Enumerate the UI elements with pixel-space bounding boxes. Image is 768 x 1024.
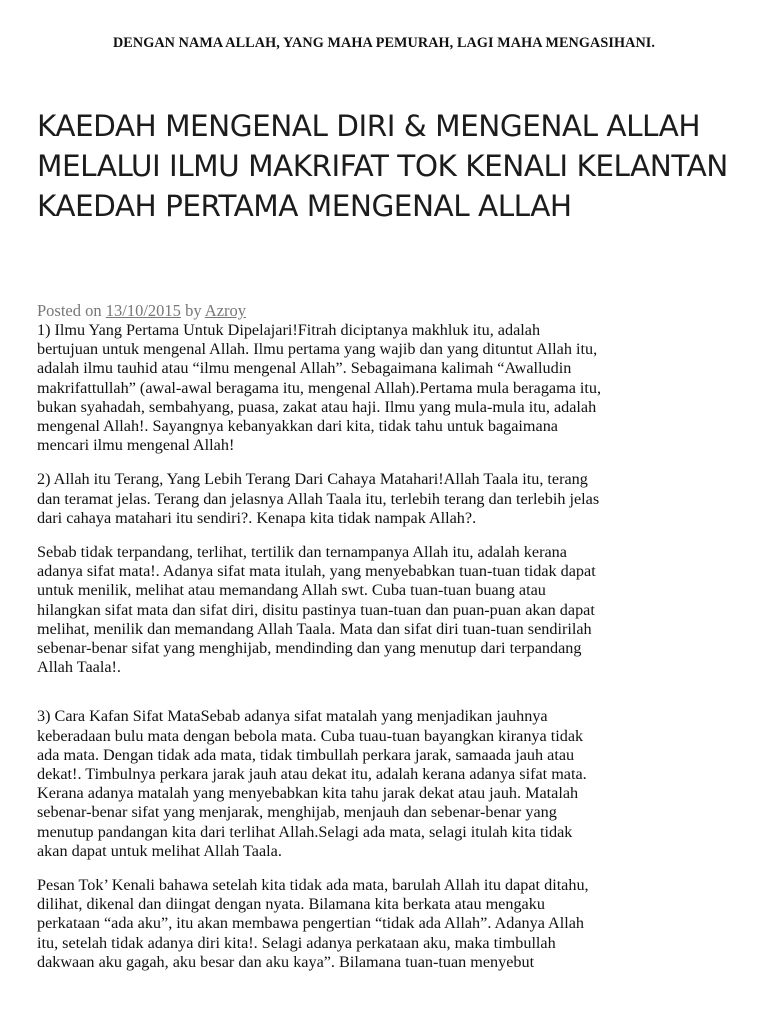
posted-on-label: Posted on <box>37 301 102 320</box>
text-line: dilihat, dikenal dan diingat dengan nyata. Bilamana kita berkata atau mengaku <box>37 895 545 914</box>
post-meta <box>37 301 246 321</box>
title-line: ALLAH MELALUI ILMU MAKRIFAT TOK KENALI <box>37 109 700 183</box>
by-label: by <box>185 301 202 320</box>
basmalah-header: DENGAN NAMA ALLAH, YANG MAHA PEMURAH, LAGI MAHA MENGASIHANI. <box>112 35 656 51</box>
text-line: akan dapat untuk melihat Allah Taala. <box>37 841 282 860</box>
text-line: bertujuan untuk mengenal Allah. Ilmu pertama yang wajib dan yang dituntut Allah itu, <box>37 340 598 359</box>
article-title <box>37 106 747 226</box>
title-line: KELANTAN KAEDAH PERTAMA MENGENAL <box>37 149 728 223</box>
paragraph <box>37 876 737 972</box>
post-date-link[interactable]: 13/10/2015 <box>105 301 181 320</box>
text-line: makrifattullah” (awal-awal beragama itu, mengenal Allah).Pertama mula beragama itu, <box>37 378 602 397</box>
text-line: Allah Taala!. <box>37 658 121 677</box>
text-line: Kerana adanya matalah yang menyebabkan kita tahu jarak dekat atau jauh. Matalah <box>37 784 579 803</box>
paragraph <box>37 543 737 677</box>
text-line: adanya sifat mata!. Adanya sifat mata itulah, yang menyebabkan tuan-tuan tidak dapat <box>37 562 596 581</box>
article-body <box>37 321 737 987</box>
text-line: untuk menilik, melihat atau memandang Allah swt. Cuba tuan-tuan buang atau <box>37 581 546 600</box>
text-line: 3) Cara Kafan Sifat MataSebab adanya sifat matalah yang menjadikan jauhnya <box>37 707 548 726</box>
paragraph <box>37 321 737 455</box>
text-line: melihat, menilik dan memandang Allah Taala. Mata dan sifat diri tuan-tuan sendirilah <box>37 619 592 638</box>
paragraph <box>37 707 737 861</box>
text-line: adalah ilmu tauhid atau “ilmu mengenal Allah”. Sebagaimana kalimah “Awalludin <box>37 359 572 378</box>
text-line: 1) Ilmu Yang Pertama Untuk Dipelajari!Fitrah diciptanya makhluk itu, adalah <box>37 321 541 339</box>
text-line: menutup pandangan kita dari terlihat Allah.Selagi ada mata, selagi itulah kita tidak <box>37 822 573 841</box>
title-line: ALLAH <box>478 189 572 223</box>
text-line: dakwaan aku gagah, aku besar dan aku kaya”. Bilamana tuan-tuan menyebut <box>37 952 535 971</box>
text-line: dari cahaya matahari itu sendiri?. Kenapa kita tidak nampak Allah?. <box>37 508 477 527</box>
text-line: itu, setelah tidak adanya diri kita!. Selagi adanya perkataan aku, maka timbullah <box>37 933 556 952</box>
text-line: ada mata. Dengan tidak ada mata, tidak timbullah perkara jarak, samaada jauh atau <box>37 745 575 764</box>
text-line: sebenar-benar sifat yang menghijab, mendinding dan yang menutup dari terpandang <box>37 639 582 658</box>
text-line: hilangkan sifat mata dan sifat diri, disitu pastinya tuan-tuan dan puan-puan akan dapat <box>37 600 595 619</box>
text-line: Pesan Tok’ Kenali bahawa setelah kita tidak ada mata, barulah Allah itu dapat ditahu, <box>37 876 589 895</box>
paragraph <box>37 470 737 528</box>
text-line: mengenal Allah!. Sayangnya kebanyakkan dari kita, tidak tahu untuk bagaimana <box>37 417 558 436</box>
text-line: sebenar-benar sifat yang menjarak, menghijab, menjauh dan sebenar-benar yang <box>37 803 557 822</box>
text-line: keberadaan bulu mata dengan bebola mata. Cuba tuau-tuan bayangkan kiranya tidak <box>37 726 584 745</box>
text-line: dan teramat jelas. Terang dan jelasnya Allah Taala itu, terlebih terang dan terlebih jelas <box>37 489 600 508</box>
text-line: dekat!. Timbulnya perkara jarak jauh atau dekat itu, adalah kerana adanya sifat mata. <box>37 765 587 784</box>
text-line: perkataan “ada aku”, itu akan membawa pengertian “tidak ada Allah”. Adanya Allah <box>37 914 584 933</box>
title-line: KAEDAH MENGENAL DIRI & MENGENAL <box>37 109 598 143</box>
text-line: mencari ilmu mengenal Allah! <box>37 436 235 455</box>
text-line: bukan syahadah, sembahyang, puasa, zakat atau haji. Ilmu yang mula-mula itu, adalah <box>37 397 597 416</box>
author-link[interactable]: Azroy <box>204 301 247 320</box>
text-line: 2) Allah itu Terang, Yang Lebih Terang Dari Cahaya Matahari!Allah Taala itu, terang <box>37 470 588 489</box>
text-line: Sebab tidak terpandang, terlihat, tertilik dan ternampanya Allah itu, adalah kerana <box>37 543 567 562</box>
